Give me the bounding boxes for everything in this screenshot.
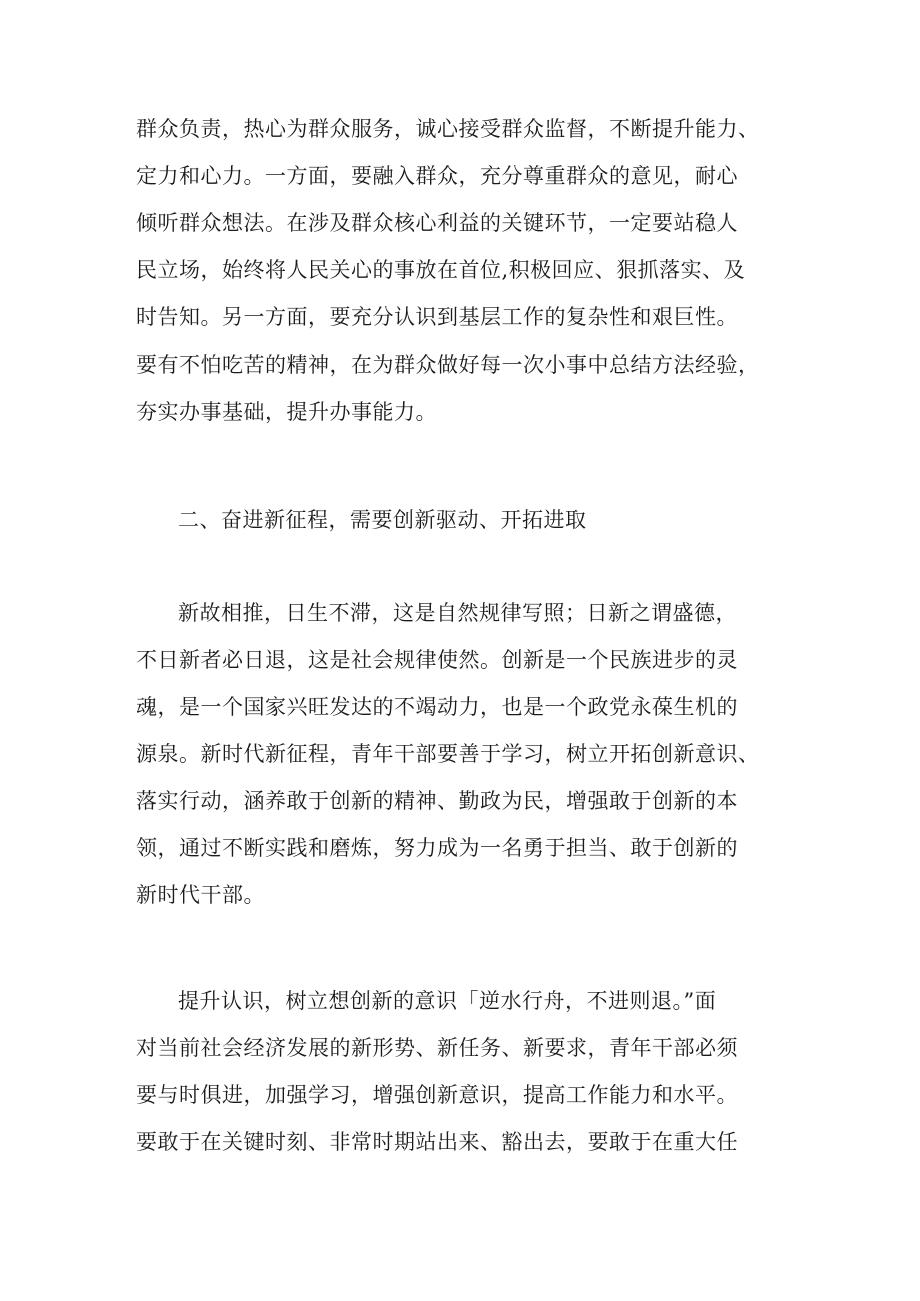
text-line: 民立场，始终将人民关心的事放在首位,积极回应、狠抓落实、及 xyxy=(136,258,746,282)
text-line: 要有不怕吃苦的精神，在为群众做好每一次小事中总结方法经验， xyxy=(136,353,760,377)
text-line: 群众负责，热心为群众服务，诚心接受群众监督，不断提升能力、 xyxy=(136,117,760,141)
text-line: 新时代干部。 xyxy=(136,883,265,907)
text-line: 源泉。新时代新征程，青年干部要善于学习，树立开拓创新意识、 xyxy=(136,742,760,766)
text-line: 领，通过不断实践和磨炼，努力成为一名勇于担当、敢于创新的 xyxy=(136,836,738,860)
text-line: 提升认识，树立想创新的意识「逆水行舟，不进则退。”面 xyxy=(178,989,717,1013)
text-line: 定力和心力。一方面，要融入群众，充分尊重群众的意见，耐心 xyxy=(136,164,738,188)
text-line: 不日新者必日退，这是社会规律使然。创新是一个民族进步的灵 xyxy=(136,648,738,672)
text-line: 新故相推，日生不滞，这是自然规律写照；日新之谓盛德， xyxy=(178,601,737,625)
text-line: 魂，是一个国家兴旺发达的不竭动力，也是一个政党永葆生机的 xyxy=(136,695,738,719)
text-line: 要与时俱进，加强学习，增强创新意识，提高工作能力和水平。 xyxy=(136,1083,738,1107)
text-line: 要敢于在关键时刻、非常时期站出来、豁出去，要敢于在重大任 xyxy=(136,1130,738,1154)
text-line: 夯实办事基础，提升办事能力。 xyxy=(136,400,437,424)
text-line: 对当前社会经济发展的新形势、新任务、新要求，青年干部必须 xyxy=(136,1036,738,1060)
section-heading: 二、奋进新征程，需要创新驱动、开拓进取 xyxy=(178,508,587,532)
text-line: 倾听群众想法。在涉及群众核心利益的关键环节，一定要站稳人 xyxy=(136,211,738,235)
text-line: 时告知。另一方面，要充分认识到基层工作的复杂性和艰巨性。 xyxy=(136,305,738,329)
text-line: 落实行动，涵养敢于创新的精神、勤政为民，增强敢于创新的本 xyxy=(136,789,738,813)
